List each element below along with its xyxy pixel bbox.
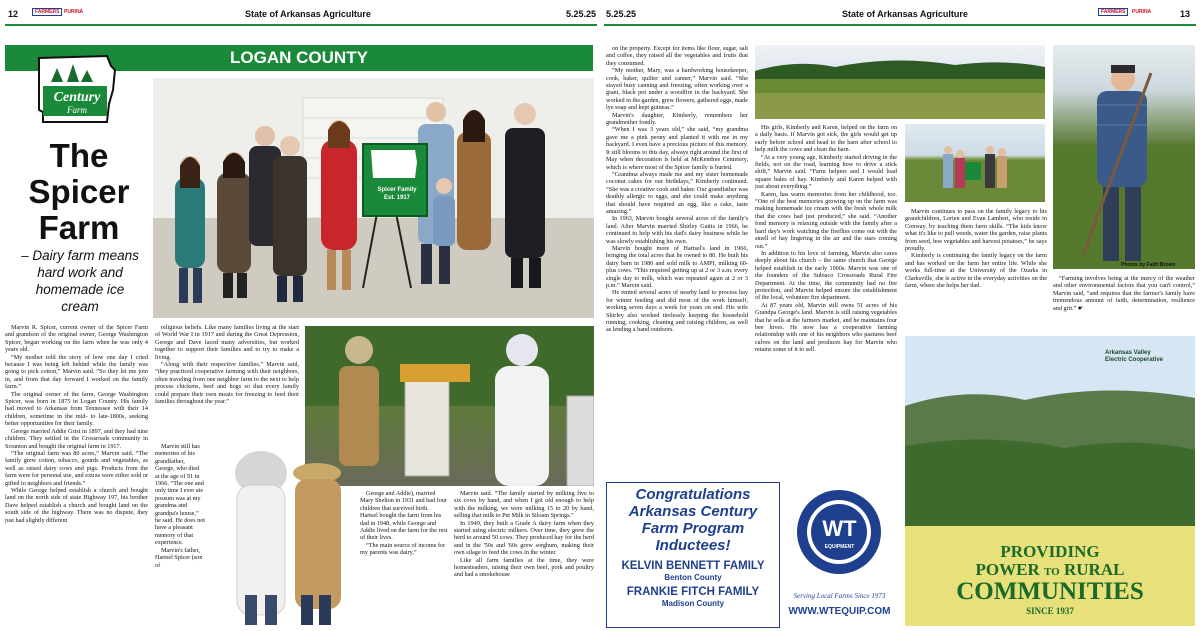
- congrats-line-4: Inductees!: [655, 537, 731, 554]
- congratulations-ad: [606, 482, 780, 628]
- page-number-right: 13: [1180, 9, 1191, 19]
- sign-line-2: Est. 1917: [383, 195, 411, 201]
- paragraph: Karen, has warm memories from her childhood, too. “One of the best memories growing up on the farm was making homemade ice cream with the fresh whole milk that the cows had just produced,” she said. “Another fond memory is relaxing outside with the family after a hard day's work watching the fireflies come out with the smell of hay lingering in the air and the stars coming out.”: [755, 190, 897, 250]
- article-title: [10, 138, 148, 246]
- article-column-2b: [155, 443, 205, 629]
- wt-url[interactable]: WWW.WTEQUIP.COM: [788, 606, 891, 617]
- marvin-photo: [1053, 45, 1195, 269]
- coop-line-3: COMMUNITIES: [956, 578, 1144, 605]
- article-column-4: [454, 490, 594, 629]
- title-line-3: Farm: [38, 209, 120, 246]
- article-column-3: [360, 490, 448, 629]
- paragraph: George married Addie Grist in 1897, and they had nine children. They settled in the Crossroads community in Scranton and bought the original farm in 1917.: [5, 427, 148, 450]
- article-subtitle: – Dairy farm means hard work and homemade ice cream: [21, 248, 139, 314]
- article-column-2a: [155, 324, 299, 441]
- paragraph: Marvin R. Spicer, current owner of the Spicer Farm and grandson of the original owner, George Washington Spicer, began working on the farm when he was only 4 years old.: [5, 324, 148, 354]
- electric-coop-ad: [905, 336, 1195, 626]
- article-column-1: [5, 324, 148, 629]
- paragraph: He rented several acres of nearby land to process hay for winter feeding and did most of the work himself, working seven days a week for years on end. His wife Shirley also worked tirelessly keeping the household running, cooking, cleaning and raising children, as well as lending a hand outdoors.: [606, 289, 748, 334]
- header-rule-left: [5, 24, 597, 26]
- wt-logo: WT: [822, 516, 857, 541]
- title-line-1: The: [49, 137, 109, 174]
- paragraph: Marvin's father, Hartsel Spicer (son of: [155, 546, 203, 569]
- coop-line-2: [905, 560, 1195, 580]
- paragraph: “The original farm was 80 acres,” Marvin said. “The family grew cotton, tobacco, gourds and vegetables, as well as raised dairy cows and pigs. Products from the farm were for personal use, and extras were either sold or gifted to neighbors and friends.”: [5, 449, 148, 487]
- paragraph: “Grandma always made me and my sister homemade coconut cakes for our birthdays,” Kimberly continued. “She was a creative cook and baker. Our grandfather was deathly allergic to eggs, and she could make anything that should have required an egg, like a cake, taste amazing.”: [606, 170, 748, 215]
- article-column-8: [1053, 275, 1195, 330]
- paragraph: In 1963, Marvin bought several acres of the family's land. After Marvin married Shirley Gattis in 1966, he continued to help with his dad's dairy business while he was slowly establishing his own.: [606, 215, 748, 245]
- paragraph: The original owner of the farm, George Washington Spicer, was born in 1875 in Logan County. His family had moved to Arkansas from Tennessee with their 14 children, sometime in the mid- to late-1800s, seeking better opportunities for their family.: [5, 390, 148, 428]
- coop-line-1: PROVIDING: [1000, 542, 1100, 561]
- purina-logo-right: PURINA: [1132, 9, 1152, 15]
- paragraph: “My mother, Mary, was a hardworking housekeeper, cook, baker, quilter and canner,” Marvin said. “She stayed busy canning and freezing, often working over a giant, black pot under a woodfire in the backyard. She worked in the garden, grew flowers, gathered eggs, made lye soap and kept guineas.”: [606, 67, 748, 112]
- wt-tagline: Serving Local Farms Since 1973: [793, 592, 886, 600]
- sign-line-1: Spicer Family: [377, 187, 417, 193]
- farmers-logo-left: FARMERS: [32, 8, 62, 16]
- article-column-6: [755, 124, 897, 479]
- coop-word-to: TO: [1044, 566, 1060, 578]
- header-rule-right: [604, 24, 1196, 26]
- coop-name-2: Electric Cooperative: [1105, 357, 1164, 363]
- paragraph: Marvin bought more of Hartsel's land in 1966, bringing the total acres that he owned to 80. He built his dairy barn in 1980 and sold milk to AMPI, milking 60-plus cows. “This required getting up at 2 or 3 a.m. every single day to milk, which was repeated again at 2 or 3 p.m.” Marvin said.: [606, 244, 748, 289]
- paragraph: “At a very young age, Kimberly started driving in the fields, not on the road, learning how to drive a stick shift,” Marvin said. “Farm helpers and I would load square bales of hay. Kimberly and Karen helped with just about everything.”: [755, 153, 897, 191]
- paragraph: At 87 years old, Marvin still owns 51 acres of his Grandpa George's land. Marvin is still raising vegetables that he sells at the farmers market, and he maintains four bee hives. He now has a cooperative farming relationship with one of his neighbors who pastures beef calves on the land and produces hay for Marvin who retains some of it to sell.: [755, 301, 897, 354]
- congrats-line-3: Farm Program: [641, 520, 745, 537]
- farmers-logo-right: FARMERS: [1098, 8, 1128, 16]
- coop-word-power: POWER: [975, 560, 1040, 579]
- inductee-family-2: FRANKIE FITCH FAMILY: [626, 586, 760, 598]
- purina-logo-left: PURINA: [64, 9, 84, 15]
- coop-line-4: SINCE 1937: [1026, 606, 1074, 616]
- inductee-county-1: Benton County: [664, 573, 722, 582]
- congrats-line-1: Congratulations: [635, 486, 751, 503]
- paragraph: Like all farm families at the time, they were homesteaders, raising their own beef, pork and poultry and had a smokehouse: [454, 556, 594, 579]
- paragraph: “Along with their respective families,” Marvin said, “they practiced cooperative farming with their neighbors, often traveling from one neighbor farm to the next to help process chickens, beef and hogs so that every family could prepare their own meats for freezing to feed their families throughout the year.”: [155, 361, 299, 406]
- paper-title-left: State of Arkansas Agriculture: [245, 9, 371, 19]
- page-number-left: 12: [8, 9, 19, 19]
- wt-logo-sub: EQUIPMENT: [824, 544, 855, 550]
- century-logo-farm: Farm: [67, 105, 87, 115]
- paragraph: Marvin's daughter, Kimberly, remembers her grandmother fondly.: [606, 111, 748, 127]
- paragraph: Marvin said. “The family started by milking five to six cows by hand, and when I got old enough to help with the milking, we were milking 15 to 20 by hand, selling that milk to Pet Milk in Siloam Springs.”: [454, 490, 594, 520]
- family-sign: [367, 186, 427, 202]
- paragraph: Kimberly is continuing the family legacy on the farm and has worked on the farm her entire life. While she works full-time at the University of the Ozarks in Clarksville, she is active in the everyday activities on the farm, where she helps her dad.: [905, 252, 1047, 290]
- paragraph: “My mother told the story of how one day I cried because I was being left behind while the family was going to pick cotton,” Marvin said. “So they let me join in, and from that day forward I worked on the family farm.”: [5, 353, 148, 391]
- paragraph: George and Addie), married Mary Shelton in 1931 and had four children that survived birth. Hartsel bought the farm from his dad in 1948, while George and Addie lived on the farm for the rest of their lives.: [360, 490, 448, 542]
- coop-name-1: Arkansas Valley: [1105, 350, 1151, 356]
- coop-word-rural: RURAL: [1063, 560, 1125, 579]
- paragraph: “Farming involves being at the mercy of the weather and other environmental factors that you can't control,” Marvin said, “and requires that the farmer's family have tremendous amount of faith, determination, resilience and grit.” ☛: [1053, 275, 1195, 312]
- county-name: LOGAN COUNTY: [230, 48, 368, 67]
- paper-title-right: State of Arkansas Agriculture: [842, 9, 968, 19]
- date-right: 5.25.25: [606, 9, 637, 19]
- paragraph: In 1949, they built a Grade A dairy farm when they started using electric milkers. Over time, they grew the herd to around 50 cows. They produced hay for the herd and in the '50s and '60s grew sorghum, making their own silage to feed the cows in the winter.: [454, 519, 594, 557]
- family-photo: [153, 78, 594, 318]
- title-line-2: Spicer: [28, 173, 130, 210]
- article-column-7: [905, 208, 1047, 328]
- inductee-family-1: KELVIN BENNETT FAMILY: [621, 560, 765, 572]
- beekeepers-cutout-photo: [205, 445, 355, 625]
- inductee-county-2: Madison County: [661, 599, 725, 608]
- century-logo-word: Century: [53, 90, 101, 105]
- paragraph: “When I was 3 years old,” she said, “my grandma gave me a pink peony and planted it with me in my backyard. I even have a precious picture of this memory. It still blooms to this day, always right around the first of May when decoration is held at McKendree Cemetery, which is where most of the Spicer family is buried.: [606, 126, 748, 171]
- paragraph: In addition to his love of farming, Marvin also cares deeply about his church – the same church that George helped establish in the early 1900s. Marvin was one of the founders of the Subiaco Crossroads Rural Fire Department. At the time, the community had no fire protection, and Marvin helped ensure the establishment of the local, volunteer fire department.: [755, 249, 897, 302]
- paragraph: Marvin still has memories of his grandfather, George, who died at the age of 91 in 1966. “The one and only time I ever ate possum was at my grandma and grandpa's house,” he said. He does not have a pleasant memory of that experience.: [155, 443, 205, 547]
- date-left: 5.25.25: [566, 9, 597, 19]
- paragraph: “The main source of income for my parents was dairy,”: [360, 541, 446, 557]
- paragraph: Marvin continues to pass on the family legacy to his grandchildren, Lorien and Evan Lambert, who reside in Conway, by teaching them farm skills. “The kids know what it's like to pull weeds, water the garden, raise plants from seed, hoe vegetables and harvest potatoes,” he says proudly.: [905, 208, 1047, 253]
- family-field-photo: [905, 124, 1045, 202]
- paragraph: religious beliefs. Like many families living at the start of World War I in 1917 and during the Great Depression, George and Dave faced many adversities, but worked together to support their families and to try to make a living.: [155, 324, 299, 361]
- paragraph: His girls, Kimberly and Karen, helped on the farm on a daily basis. If Marvin got sick, the girls would get up early before school and head to the barn after school to help milk the cows and clean the barn.: [755, 124, 897, 154]
- wt-equipment-ad: [781, 482, 898, 626]
- field-photo: [755, 45, 1045, 119]
- article-column-5: [606, 45, 748, 473]
- paragraph: on the property. Except for items like flour, sugar, salt and coffee, they raised all the vegetables and fruits that they consumed.: [606, 45, 748, 67]
- photo-credit: Photos by Faith Brown: [1121, 262, 1176, 268]
- paragraph: While George helped establish a church and bought land on the north side of state Highway 197, his brother Dave helped establish a church and bought land on the south side of the highway. There was no dispute, they just had slightly different: [5, 486, 148, 524]
- congrats-line-2: Arkansas Century: [628, 503, 758, 520]
- century-farm-logo: [37, 52, 117, 126]
